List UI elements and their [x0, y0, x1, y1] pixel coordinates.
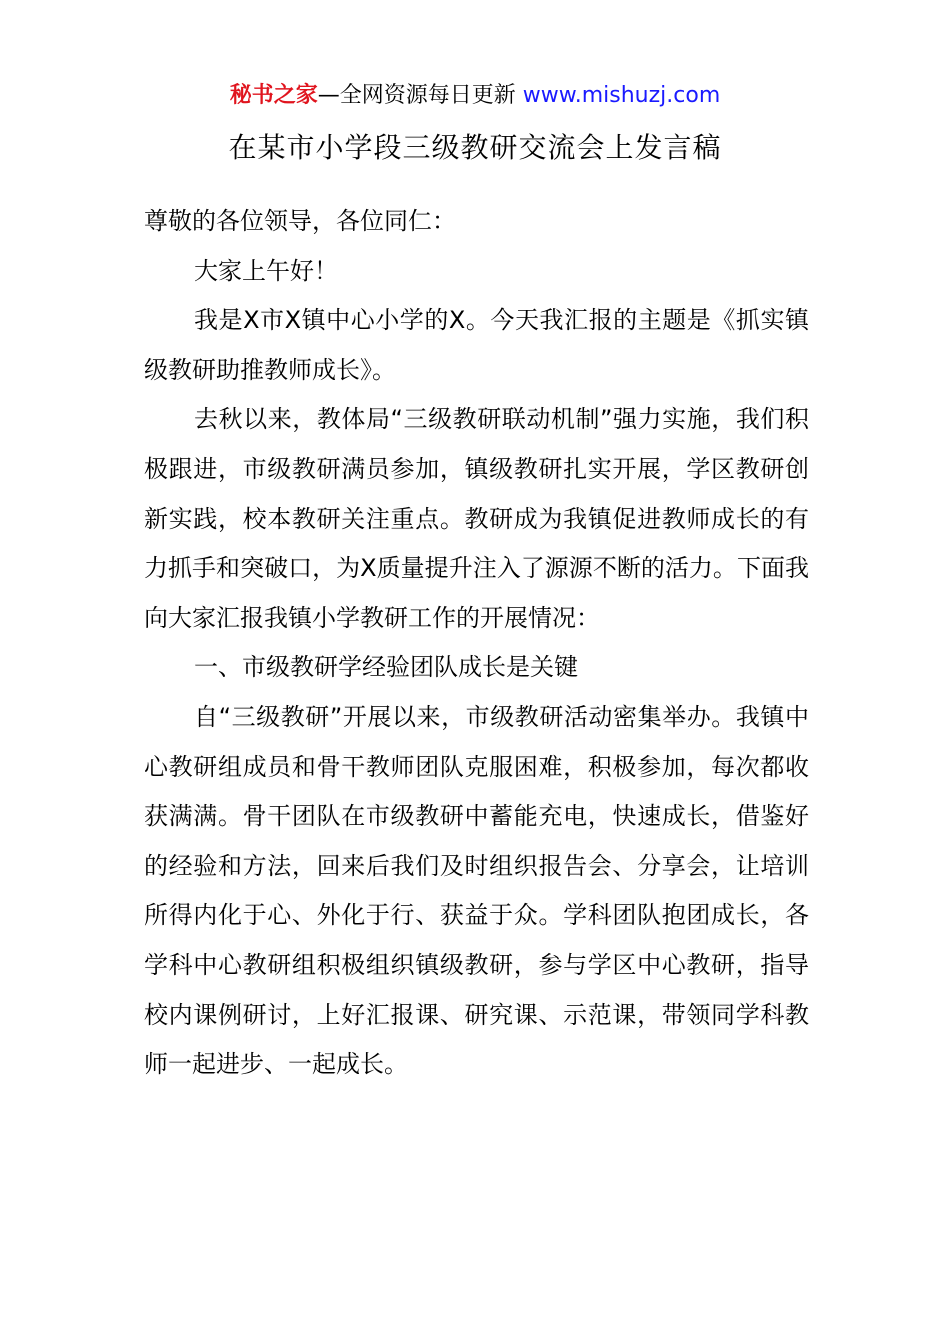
document-body: [144, 197, 809, 1090]
site-url-link[interactable]: www.mishuzj.com: [522, 83, 721, 108]
paragraph-section-1: 自“三级教研”开展以来，市级教研活动密集举办。我镇中心教研组成员和骨干教师团队克服困难，积极参加，每次都收获满满。骨干团队在市级教研中蓄能充电，快速成长，借鉴好的经验和方法，回来后我们及时组织报告会、分享会，让培训所得内化于心、外化于行、获益于众。学科团队抱团成长，各学科中心教研组积极组织镇级教研，参与学区中心教研，指导校内课例研讨，上好汇报课、研究课、示范课，带领同学科教师一起进步、一起成长。: [144, 702, 809, 1079]
brand-name: 秘书之家: [229, 83, 318, 108]
paragraph-greeting: 大家上午好！: [194, 256, 338, 285]
document-title: 在某市小学段三级教研交流会上发言稿: [228, 131, 722, 164]
paragraph-overview: 去秋以来，教体局“三级教研联动机制”强力实施，我们积极跟进，市级教研满员参加，镇级教研扎实开展，学区教研创新实践，校本教研关注重点。教研成为我镇促进教师成长的有力抓手和突破口，为X质量提升注入了源源不断的活力。下面我向大家汇报我镇小学教研工作的开展情况：: [144, 405, 809, 632]
paragraph-intro: 我是X市X镇中心小学的X。今天我汇报的主题是《抓实镇级教研助推教师成长》。: [144, 306, 809, 384]
section-heading-1: 一、市级教研学经验团队成长是关键: [194, 653, 578, 682]
header-tagline: —全网资源每日更新: [317, 83, 523, 108]
salutation: 尊敬的各位领导，各位同仁：: [144, 207, 456, 235]
site-header: [0, 80, 950, 112]
